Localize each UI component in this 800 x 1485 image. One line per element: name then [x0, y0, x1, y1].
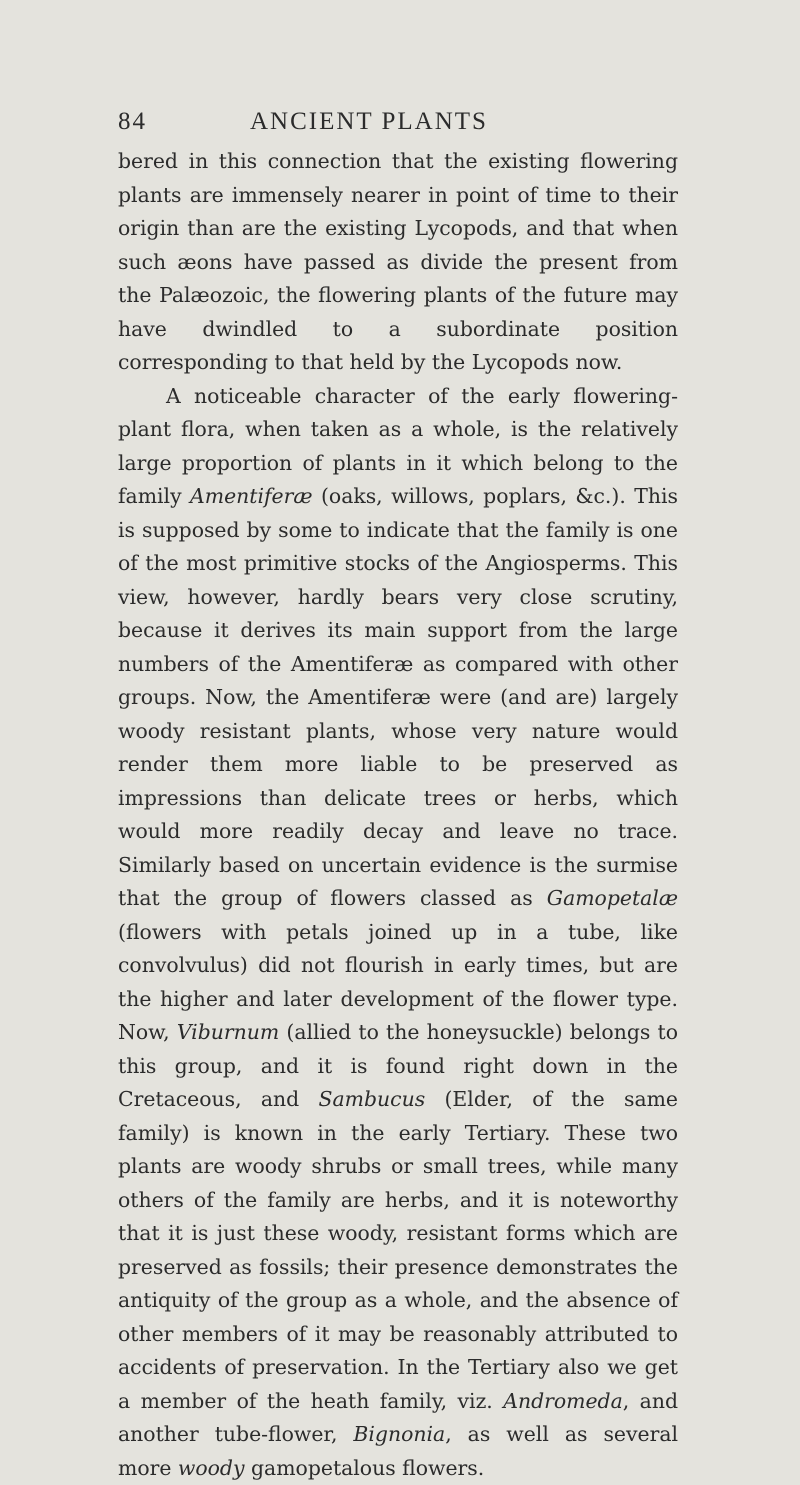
italic-term-viburnum: Viburnum — [177, 1020, 279, 1044]
paragraph-early-flora — [118, 380, 678, 1485]
text-run: , and another tube-flower, — [118, 1389, 678, 1447]
page-header — [118, 108, 678, 138]
italic-term-gamopetalae: Gamopetalæ — [547, 886, 678, 910]
text-run: (flowers with petals joined up in a tube, like convolvulus) did not flourish in early times, but are the higher and later development of the flower type. Now, — [118, 920, 678, 1045]
text-run: , as well as several more — [118, 1422, 678, 1480]
italic-term-sambucus: Sambucus — [319, 1087, 426, 1111]
italic-term-amentiferae: Amentiferæ — [190, 484, 313, 508]
text-run: (oaks, willows, poplars, &c.). This is supposed by some to indicate that the family is one of the most primitive stocks of the Angiosperms. This view, however, hardly bears very close scrutiny, because it derives its main support from the large numbers of the Amentiferæ as compared with other groups. Now, the Amentiferæ were (and are) largely woody resistant plants, whose very nature would render them more liable to be preserved as impressions than delicate trees or herbs, which would more readily decay and leave no trace. Similarly based on uncertain evidence is the surmise that the group of flowers classed as — [118, 484, 678, 910]
page-body — [118, 145, 678, 1485]
italic-term-bignonia: Bignonia — [353, 1422, 445, 1446]
text-run: gamopetalous flowers. — [245, 1456, 485, 1480]
running-title: ANCIENT PLANTS — [250, 108, 488, 136]
text-run: (allied to the honeysuckle) belongs to this group, and it is found right down in the Cretaceous, and — [118, 1020, 678, 1111]
italic-word-woody: woody — [178, 1456, 245, 1480]
text-run: (Elder, of the same family) is known in the early Tertiary. These two plants are woody shrubs or small trees, while many others of the family are herbs, and it is noteworthy that it is just these woody, resistant forms which are preserved as fossils; their presence demonstrates the antiquity of the group as a whole, and the absence of other members of it may be reasonably attributed to accidents of preservation. In the Tertiary also we get a member of the heath family, viz. — [118, 1087, 678, 1413]
page-number: 84 — [118, 108, 147, 136]
italic-term-andromeda: Andromeda — [503, 1389, 623, 1413]
paragraph-continued: bered in this connection that the existing flowering plants are immensely nearer in point of time to their origin than are the existing Lycopods, and that when such æons have passed as divide the present from the Palæozoic, the flowering plants of the future may have dwindled to a subordinate position corresponding to that held by the Lycopods now. — [118, 145, 678, 380]
text-run: A noticeable character of the early flowering-plant flora, when taken as a whole, is the relatively large proportion of plants in it which belong to the family — [118, 384, 678, 509]
